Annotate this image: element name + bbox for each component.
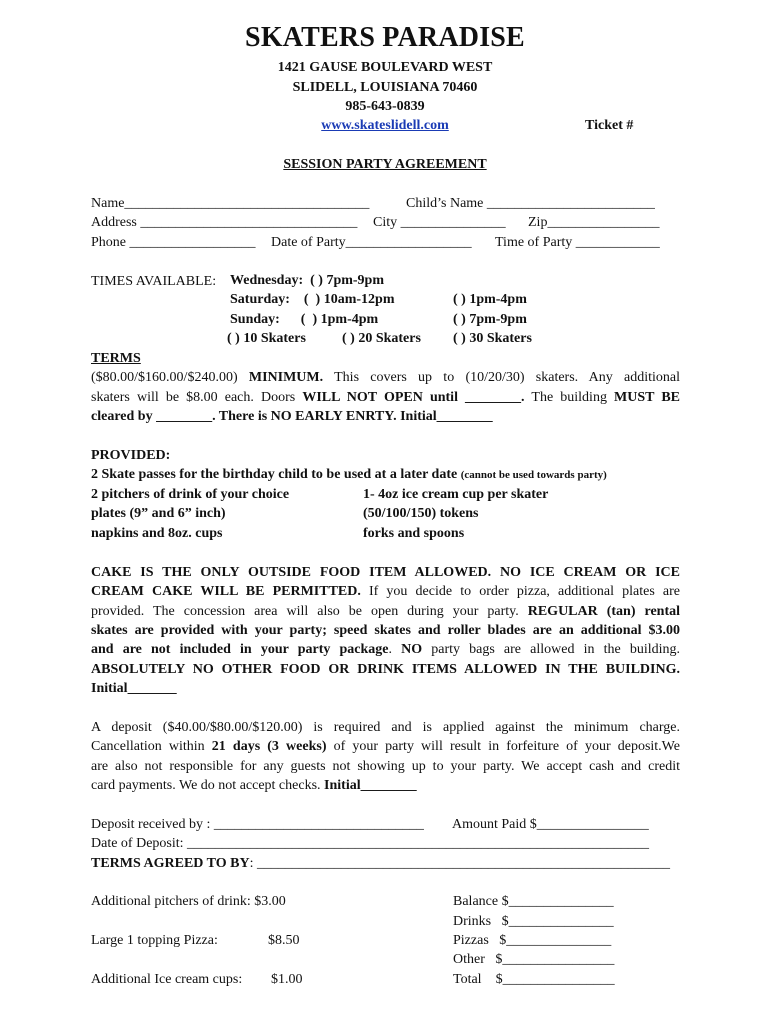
time-of-party-field[interactable]: Time of Party ____________ — [495, 235, 660, 250]
balance-field[interactable]: Balance $_______________ — [453, 894, 614, 909]
website-link[interactable]: www.skateslidell.com — [321, 118, 449, 133]
cake-line-6: ABSOLUTELY NO OTHER FOOD OR DRINK ITEMS ALLOWED IN THE BUILDING. — [91, 662, 680, 677]
provided-item: 2 pitchers of drink of your choice — [91, 487, 290, 502]
extra-pizza-price: $8.50 — [268, 933, 300, 948]
name-field[interactable]: Name___________________________________ — [91, 196, 370, 211]
deposit-line-4: card payments. We do not accept checks. Initial________ — [91, 778, 417, 793]
zip-field[interactable]: Zip________________ — [528, 215, 660, 230]
cake-line-2: CREAM CAKE WILL BE PERMITTED. If you decide to order pizza, additional plates are — [91, 584, 680, 599]
deposit-line-1: A deposit ($40.00/$80.00/$120.00) is required and is applied against the minimum charge. — [91, 720, 680, 735]
website-row — [0, 118, 770, 134]
extra-pizza-label: Large 1 topping Pizza: — [91, 933, 218, 948]
cake-line-4: skates are provided with your party; speed skates and roller blades are an additional $3.00 — [91, 623, 680, 638]
provided-heading: PROVIDED: — [91, 448, 171, 463]
wednesday-option[interactable]: Wednesday: ( ) 7pm-9pm — [230, 273, 385, 288]
terms-line-2: skaters will be $8.00 each. Doors WILL NOT OPEN until ________. The building MUST BE — [91, 390, 681, 405]
provided-item: 1- 4oz ice cream cup per skater — [363, 487, 549, 502]
saturday-option-1[interactable]: Saturday: ( ) 10am-12pm — [230, 292, 395, 307]
sunday-option-1[interactable]: Sunday: ( ) 1pm-4pm — [230, 312, 379, 327]
business-name: SKATERS PARADISE — [245, 22, 525, 53]
address-line-1: 1421 GAUSE BOULEVARD WEST — [277, 60, 493, 75]
provided-item: napkins and 8oz. cups — [91, 526, 223, 541]
terms-agreed-field[interactable]: TERMS AGREED TO BY: ___________________________________________________________ — [91, 856, 670, 871]
amount-paid-field[interactable]: Amount Paid $________________ — [452, 817, 649, 832]
terms-line-1: ($80.00/$160.00/$240.00) MINIMUM. This covers up to (10/20/30) skaters. Any additional — [91, 370, 680, 385]
skaters-20-option[interactable]: ( ) 20 Skaters — [342, 331, 421, 346]
other-field[interactable]: Other $________________ — [453, 952, 615, 967]
provided-item: forks and spoons — [363, 526, 465, 541]
extra-pitchers-price: Additional pitchers of drink: $3.00 — [91, 894, 286, 909]
cake-line-5: and are not included in your party package. NO party bags are allowed in the building. — [91, 642, 680, 657]
skaters-10-option[interactable]: ( ) 10 Skaters — [227, 331, 306, 346]
deposit-line-2: Cancellation within 21 days (3 weeks) of your party will result in forfeiture of your deposit.We — [91, 739, 680, 754]
extra-icecream-price: $1.00 — [271, 972, 303, 987]
cake-initial[interactable]: Initial_______ — [91, 681, 177, 696]
childs-name-field[interactable]: Child’s Name ________________________ — [406, 196, 655, 211]
provided-item: plates (9” and 6” inch) — [91, 506, 226, 521]
deposit-line-3: are also not responsible for any guests not showing up to your party. We accept cash and credit — [91, 759, 680, 774]
extra-icecream-label: Additional Ice cream cups: — [91, 972, 243, 987]
city-field[interactable]: City _______________ — [373, 215, 506, 230]
skaters-30-option[interactable]: ( ) 30 Skaters — [453, 331, 532, 346]
times-available-label: TIMES AVAILABLE: — [91, 274, 217, 289]
pizzas-field[interactable]: Pizzas $_______________ — [453, 933, 612, 948]
address-field[interactable]: Address _______________________________ — [91, 215, 358, 230]
total-field[interactable]: Total $________________ — [453, 972, 615, 987]
terms-heading: TERMS — [91, 351, 141, 366]
provided-line-1: 2 Skate passes for the birthday child to be used at a later date (cannot be used towards party) — [91, 467, 607, 482]
phone-field[interactable]: Phone __________________ — [91, 235, 256, 250]
address-line-2: SLIDELL, LOUISIANA 70460 — [292, 80, 478, 95]
agreement-title: SESSION PARTY AGREEMENT — [283, 157, 487, 172]
cake-line-3: provided. The concession area will also be open during your party. REGULAR (tan) rental — [91, 604, 681, 619]
date-of-deposit-field[interactable]: Date of Deposit: __________________________________________________________________ — [91, 836, 650, 851]
saturday-option-2[interactable]: ( ) 1pm-4pm — [453, 292, 527, 307]
sunday-option-2[interactable]: ( ) 7pm-9pm — [453, 312, 527, 327]
date-of-party-field[interactable]: Date of Party__________________ — [271, 235, 472, 250]
phone-number: 985-643-0839 — [345, 99, 425, 114]
deposit-received-field[interactable]: Deposit received by : ______________________________ — [91, 817, 424, 832]
cake-line-1: CAKE IS THE ONLY OUTSIDE FOOD ITEM ALLOWED. NO ICE CREAM OR ICE — [91, 565, 680, 580]
ticket-number-label: Ticket # — [585, 118, 634, 133]
terms-line-3: cleared by ________. There is NO EARLY ENRTY. Initial________ — [91, 409, 493, 424]
provided-item: (50/100/150) tokens — [363, 506, 479, 521]
drinks-field[interactable]: Drinks $_______________ — [453, 914, 614, 929]
